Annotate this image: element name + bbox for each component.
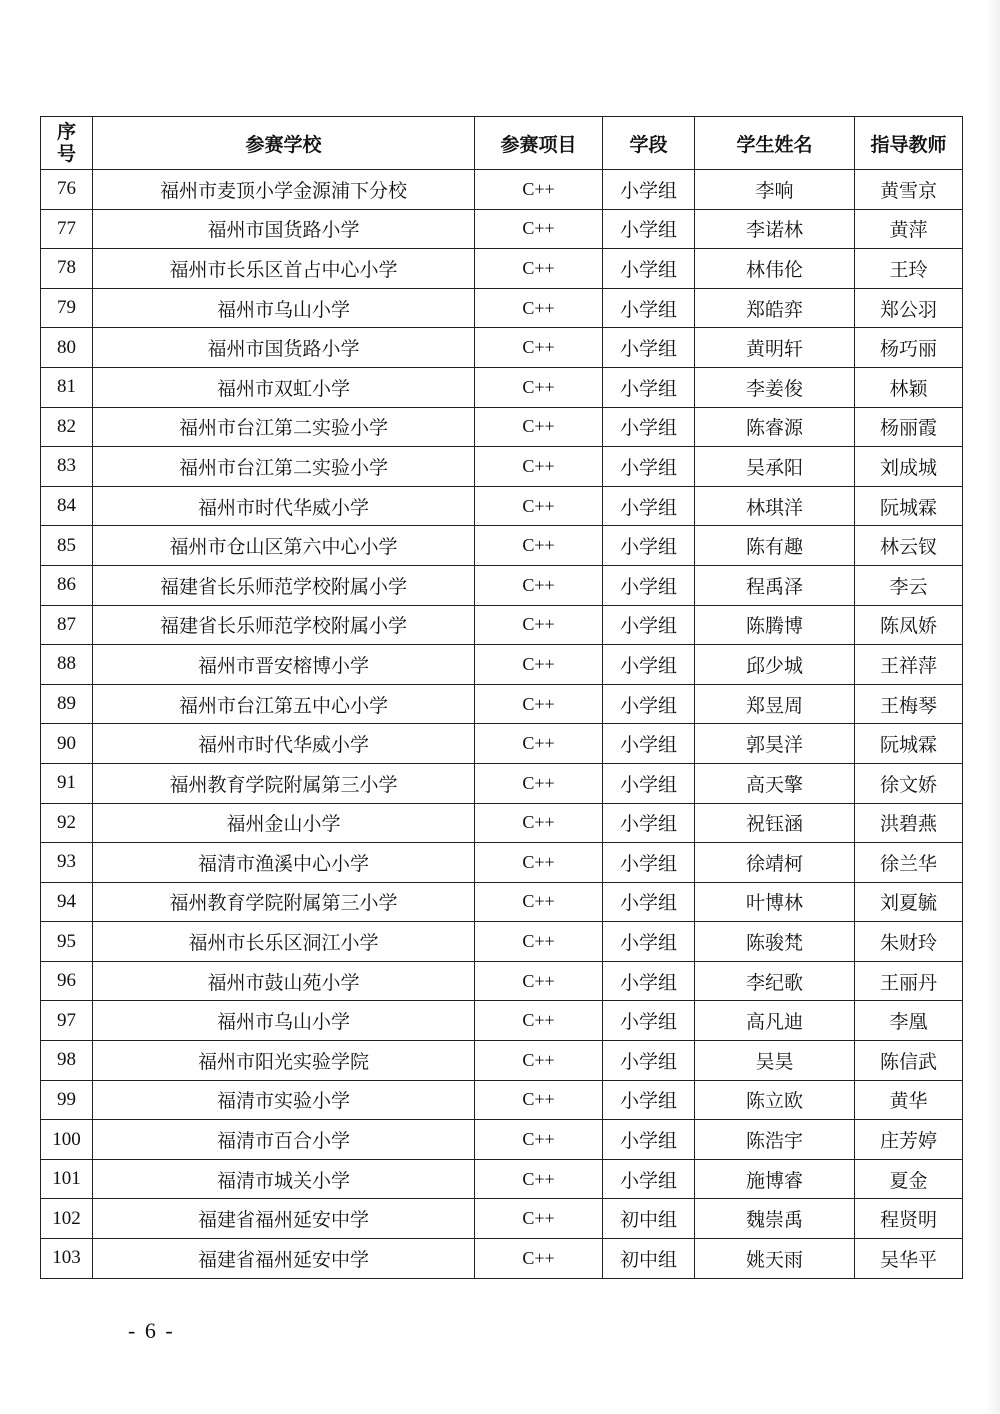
cell-project: C++ [475,1080,603,1120]
cell-stage: 小学组 [603,763,695,803]
cell-student: 姚天雨 [695,1239,855,1279]
cell-project: C++ [475,843,603,883]
header-serial-number [41,117,93,170]
cell-serial-number: 86 [41,565,93,605]
table-row [41,249,963,289]
cell-student: 祝钰涵 [695,803,855,843]
page-number: - 6 - [128,1318,175,1343]
cell-teacher: 徐文娇 [855,763,963,803]
cell-project: C++ [475,209,603,249]
cell-school: 福州教育学院附属第三小学 [93,882,475,922]
cell-serial-number: 92 [41,803,93,843]
cell-stage: 小学组 [603,447,695,487]
header-teacher: 指导教师 [855,117,963,170]
cell-stage: 小学组 [603,407,695,447]
cell-student: 程禹泽 [695,565,855,605]
cell-serial-number: 93 [41,843,93,883]
cell-serial-number: 99 [41,1080,93,1120]
cell-serial-number: 94 [41,882,93,922]
cell-student: 陈立欧 [695,1080,855,1120]
cell-student: 李诺林 [695,209,855,249]
cell-serial-number: 85 [41,526,93,566]
cell-teacher: 朱财玲 [855,922,963,962]
cell-stage: 小学组 [603,209,695,249]
cell-student: 吴承阳 [695,447,855,487]
cell-serial-number: 77 [41,209,93,249]
table-row [41,407,963,447]
table-row [41,645,963,685]
cell-teacher: 夏金 [855,1159,963,1199]
cell-stage: 小学组 [603,328,695,368]
table-row [41,684,963,724]
cell-serial-number: 100 [41,1120,93,1160]
cell-teacher: 黄华 [855,1080,963,1120]
table-row [41,1080,963,1120]
cell-school: 福清市实验小学 [93,1080,475,1120]
cell-stage: 小学组 [603,486,695,526]
cell-student: 陈骏梵 [695,922,855,962]
cell-project: C++ [475,367,603,407]
table-row [41,922,963,962]
cell-teacher: 陈信武 [855,1041,963,1081]
cell-project: C++ [475,447,603,487]
participant-table [40,116,963,1279]
cell-school: 福州市长乐区首占中心小学 [93,249,475,289]
cell-stage: 小学组 [603,882,695,922]
cell-serial-number: 87 [41,605,93,645]
cell-stage: 小学组 [603,922,695,962]
table-row [41,803,963,843]
cell-teacher: 庄芳婷 [855,1120,963,1160]
cell-student: 徐靖柯 [695,843,855,883]
cell-school: 福州市乌山小学 [93,1001,475,1041]
cell-stage: 小学组 [603,724,695,764]
cell-school: 福州市台江第五中心小学 [93,684,475,724]
table-row [41,1159,963,1199]
cell-teacher: 黄萍 [855,209,963,249]
cell-school: 福州市国货路小学 [93,209,475,249]
cell-stage: 小学组 [603,1080,695,1120]
header-stage: 学段 [603,117,695,170]
cell-teacher: 杨巧丽 [855,328,963,368]
cell-stage: 小学组 [603,1001,695,1041]
cell-student: 陈有趣 [695,526,855,566]
cell-serial-number: 78 [41,249,93,289]
cell-student: 陈浩宇 [695,1120,855,1160]
cell-serial-number: 91 [41,763,93,803]
table-row [41,1239,963,1279]
cell-project: C++ [475,1001,603,1041]
cell-teacher: 杨丽霞 [855,407,963,447]
cell-student: 李纪歌 [695,961,855,1001]
cell-student: 高凡迪 [695,1001,855,1041]
cell-stage: 小学组 [603,1120,695,1160]
cell-serial-number: 81 [41,367,93,407]
cell-teacher: 李凰 [855,1001,963,1041]
cell-teacher: 陈凤娇 [855,605,963,645]
cell-student: 魏崇禹 [695,1199,855,1239]
header-school: 参赛学校 [93,117,475,170]
cell-student: 高天擎 [695,763,855,803]
cell-stage: 小学组 [603,803,695,843]
cell-student: 郑皓弈 [695,288,855,328]
cell-school: 福建省长乐师范学校附属小学 [93,565,475,605]
cell-serial-number: 84 [41,486,93,526]
table-row [41,526,963,566]
cell-school: 福清市渔溪中心小学 [93,843,475,883]
table-row [41,1120,963,1160]
cell-teacher: 郑公羽 [855,288,963,328]
cell-student: 陈腾博 [695,605,855,645]
cell-school: 福州市台江第二实验小学 [93,447,475,487]
cell-stage: 小学组 [603,565,695,605]
cell-project: C++ [475,684,603,724]
cell-school: 福州市麦顶小学金源浦下分校 [93,170,475,210]
cell-project: C++ [475,763,603,803]
table-row [41,1001,963,1041]
cell-teacher: 王玲 [855,249,963,289]
cell-project: C++ [475,724,603,764]
cell-project: C++ [475,288,603,328]
cell-project: C++ [475,645,603,685]
cell-stage: 小学组 [603,170,695,210]
table-row [41,447,963,487]
cell-serial-number: 83 [41,447,93,487]
header-project: 参赛项目 [475,117,603,170]
table-row [41,724,963,764]
cell-student: 黄明轩 [695,328,855,368]
cell-stage: 小学组 [603,645,695,685]
cell-stage: 初中组 [603,1199,695,1239]
cell-serial-number: 76 [41,170,93,210]
cell-school: 福州市时代华威小学 [93,724,475,764]
table-row [41,288,963,328]
cell-serial-number: 90 [41,724,93,764]
table-header-row [41,117,963,170]
cell-stage: 初中组 [603,1239,695,1279]
table-body [41,170,963,1279]
cell-project: C++ [475,1199,603,1239]
cell-stage: 小学组 [603,1159,695,1199]
cell-stage: 小学组 [603,843,695,883]
cell-teacher: 王丽丹 [855,961,963,1001]
cell-project: C++ [475,526,603,566]
cell-serial-number: 98 [41,1041,93,1081]
cell-teacher: 阮城霖 [855,486,963,526]
cell-school: 福州市国货路小学 [93,328,475,368]
cell-project: C++ [475,328,603,368]
cell-stage: 小学组 [603,605,695,645]
cell-student: 吴昊 [695,1041,855,1081]
cell-teacher: 刘夏毓 [855,882,963,922]
cell-school: 福州金山小学 [93,803,475,843]
cell-teacher: 黄雪京 [855,170,963,210]
cell-serial-number: 79 [41,288,93,328]
cell-stage: 小学组 [603,1041,695,1081]
table-row [41,328,963,368]
cell-school: 福州市长乐区洞江小学 [93,922,475,962]
cell-student: 郑昱周 [695,684,855,724]
cell-student: 施博睿 [695,1159,855,1199]
cell-teacher: 洪碧燕 [855,803,963,843]
header-serial-line2: 号 [56,143,76,165]
cell-stage: 小学组 [603,288,695,328]
cell-teacher: 王梅琴 [855,684,963,724]
table-row [41,763,963,803]
cell-project: C++ [475,407,603,447]
page-edge-shadow [986,0,1000,1414]
cell-school: 福州市台江第二实验小学 [93,407,475,447]
cell-project: C++ [475,565,603,605]
cell-teacher: 林颖 [855,367,963,407]
cell-school: 福建省长乐师范学校附属小学 [93,605,475,645]
table-row [41,1199,963,1239]
cell-stage: 小学组 [603,961,695,1001]
cell-stage: 小学组 [603,526,695,566]
cell-school: 福清市城关小学 [93,1159,475,1199]
cell-teacher: 林云钗 [855,526,963,566]
cell-project: C++ [475,961,603,1001]
cell-school: 福州市双虹小学 [93,367,475,407]
cell-project: C++ [475,170,603,210]
cell-student: 陈睿源 [695,407,855,447]
cell-school: 福州市阳光实验学院 [93,1041,475,1081]
header-serial-line1: 序 [56,121,76,143]
cell-serial-number: 103 [41,1239,93,1279]
cell-school: 福州市仓山区第六中心小学 [93,526,475,566]
cell-serial-number: 102 [41,1199,93,1239]
cell-serial-number: 101 [41,1159,93,1199]
cell-serial-number: 89 [41,684,93,724]
cell-project: C++ [475,922,603,962]
cell-teacher: 阮城霖 [855,724,963,764]
header-student: 学生姓名 [695,117,855,170]
cell-student: 李姜俊 [695,367,855,407]
cell-school: 福建省福州延安中学 [93,1239,475,1279]
cell-teacher: 刘成城 [855,447,963,487]
cell-project: C++ [475,1041,603,1081]
cell-serial-number: 97 [41,1001,93,1041]
cell-project: C++ [475,1120,603,1160]
table-row [41,209,963,249]
cell-student: 林琪洋 [695,486,855,526]
cell-student: 林伟伦 [695,249,855,289]
cell-student: 郭昊洋 [695,724,855,764]
cell-teacher: 吴华平 [855,1239,963,1279]
cell-serial-number: 95 [41,922,93,962]
cell-teacher: 李云 [855,565,963,605]
cell-project: C++ [475,803,603,843]
cell-serial-number: 82 [41,407,93,447]
table-row [41,486,963,526]
table-row [41,843,963,883]
cell-school: 福清市百合小学 [93,1120,475,1160]
cell-school: 福州市时代华威小学 [93,486,475,526]
cell-project: C++ [475,249,603,289]
cell-teacher: 程贤明 [855,1199,963,1239]
table-row [41,605,963,645]
cell-teacher: 王祥萍 [855,645,963,685]
cell-school: 福州市鼓山苑小学 [93,961,475,1001]
cell-serial-number: 96 [41,961,93,1001]
table-row [41,961,963,1001]
table-row [41,1041,963,1081]
cell-project: C++ [475,1159,603,1199]
cell-student: 邱少城 [695,645,855,685]
table-row [41,367,963,407]
cell-school: 福州教育学院附属第三小学 [93,763,475,803]
cell-project: C++ [475,882,603,922]
cell-school: 福建省福州延安中学 [93,1199,475,1239]
cell-stage: 小学组 [603,367,695,407]
cell-student: 叶博林 [695,882,855,922]
cell-school: 福州市晋安榕博小学 [93,645,475,685]
cell-serial-number: 88 [41,645,93,685]
cell-project: C++ [475,1239,603,1279]
cell-serial-number: 80 [41,328,93,368]
cell-school: 福州市乌山小学 [93,288,475,328]
cell-stage: 小学组 [603,249,695,289]
table-row [41,170,963,210]
cell-project: C++ [475,605,603,645]
table-row [41,565,963,605]
cell-stage: 小学组 [603,684,695,724]
table-row [41,882,963,922]
cell-teacher: 徐兰华 [855,843,963,883]
cell-project: C++ [475,486,603,526]
cell-student: 李响 [695,170,855,210]
